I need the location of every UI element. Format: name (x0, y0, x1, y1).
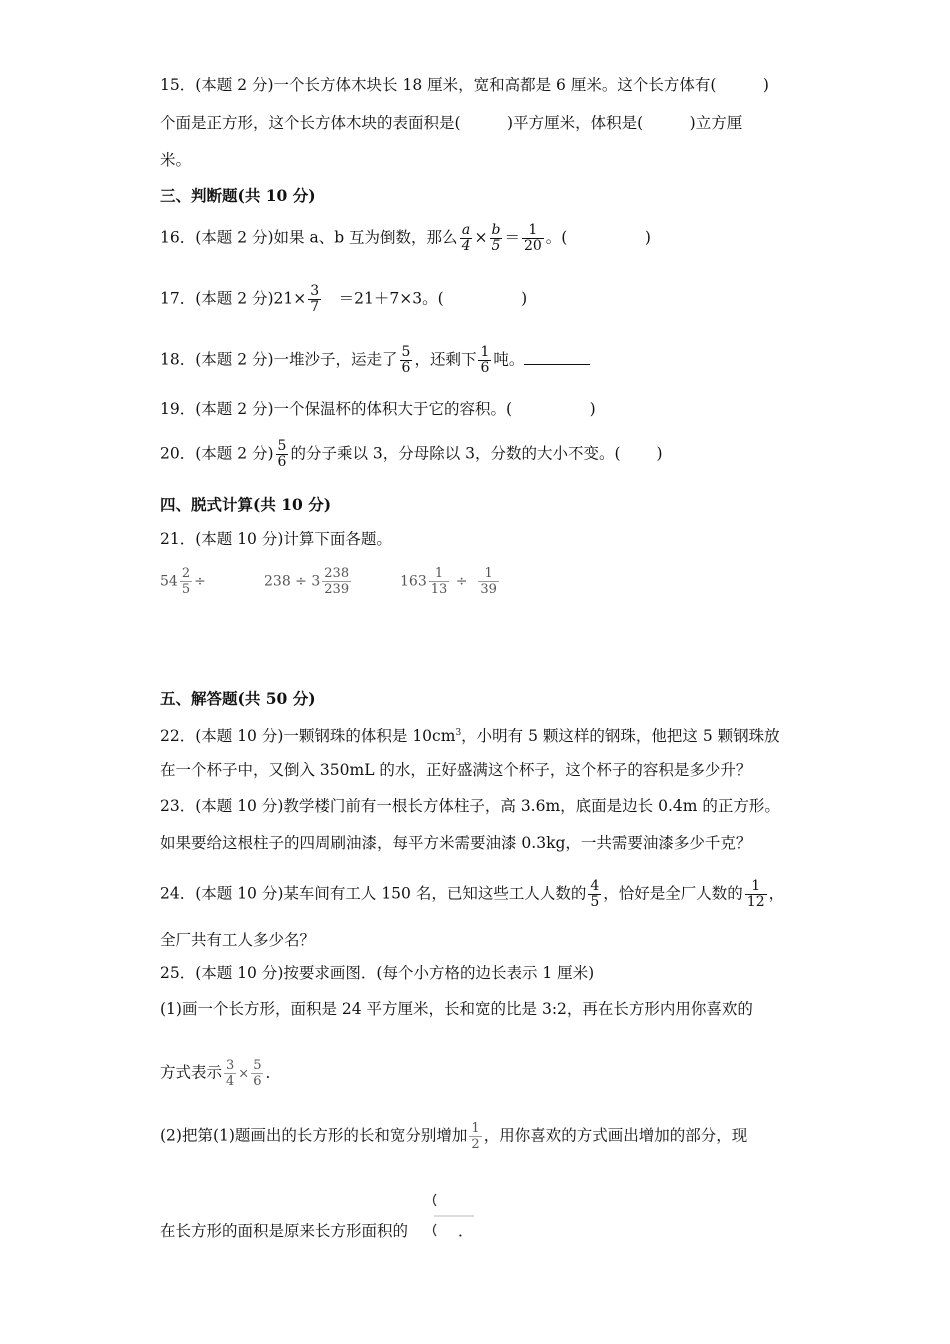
q15-line2: 个面是正方形，这个长方体木块的表面积是( )平方厘米，体积是( )立方厘 (160, 114, 743, 132)
q23-line1: 23．(本题 10 分)教学楼门前有一根长方体柱子，高 3.6m，底面是边长 0.4m 的正方形。 (160, 797, 780, 815)
calc-item-b: 238 ÷ 3 $\frac{238}{239}$ (264, 566, 350, 597)
section-5-heading: 五、解答题(共 50 分) (160, 689, 316, 708)
q23-line2: 如果要给这根柱子的四周刷油漆，每平方米需要油漆 0.3kg，一共需要油漆多少千克？ (160, 834, 752, 852)
q22-line1: 22．(本题 10 分)一颗钢珠的体积是 $10cm^3$，小明有 5 颗这样的钢珠，他把这 5 颗钢珠放 (160, 727, 780, 746)
q25-fraction-1-2: $\frac{1}{2}$ (471, 1121, 480, 1152)
q17-line: 17．(本题 2 分)21× $\frac{3}{7}$ ＝21＋7×3。( ) (160, 283, 528, 315)
q25-fraction-3-4: $\frac{3}{4}$ (226, 1058, 235, 1089)
q24-line1: 24．(本题 10 分)某车间有工人 150 名，已知这些工人人数的 $\frac{4}{5}$ ，恰好是全厂人数的 $\frac{1}{12}$ ， (160, 878, 785, 910)
q25-line1: 25．(本题 10 分)按要求画图．(每个小方格的边长表示 1 厘米) (160, 964, 595, 982)
q19-line: 19．(本题 2 分)一个保温杯的体积大于它的容积。( ) (160, 400, 596, 418)
section-4-heading: 四、脱式计算(共 10 分) (160, 495, 332, 514)
q21-line: 21．(本题 10 分)计算下面各题。 (160, 530, 392, 548)
q18-fraction-5-6: $\frac{5}{6}$ (401, 344, 411, 376)
q20-line: 20．(本题 2 分) $\frac{5}{6}$ 的分子乘以 3，分母除以 3，分数的大小不变。( ) (160, 438, 663, 470)
q25-line3: 方式表示 $\frac{3}{4}$ × $\frac{5}{6}$ ． (160, 1058, 281, 1089)
section-3-heading: 三、判断题(共 10 分) (160, 186, 316, 205)
q16-line: 16．(本题 2 分)如果 a、b 互为倒数，那么 $\frac{a}{4}$ × $\frac{b}{5}$ ＝ $\frac{1}{20}$ 。( ) (160, 222, 651, 254)
calc-item-c: 163 $\frac{1}{13}$ ÷ $\frac{1}{39}$ (400, 566, 497, 597)
calc-item-a: 54 $\frac{2}{5}$ ÷ (160, 566, 206, 597)
q18-answer-blank[interactable] (524, 350, 590, 365)
q25-fraction-5-6: $\frac{5}{6}$ (253, 1058, 262, 1089)
q25-line2: (1)画一个长方形，面积是 24 平方厘米，长和宽的比是 3:2，再在长方形内用你喜欢的 (160, 1000, 753, 1018)
q24-fraction-4-5: $\frac{4}{5}$ (590, 878, 600, 910)
q22-line2: 在一个杯子中，又倒入 350mL 的水，正好盛满这个杯子，这个杯子的容积是多少升？ (160, 761, 752, 779)
q17-fraction: $\frac{3}{7}$ (310, 283, 320, 315)
q25-line5: 在长方形的面积是原来长方形面积的 ． (160, 1222, 474, 1240)
q15-line3: 米。 (160, 151, 192, 169)
q16-fraction-1-20: $\frac{1}{20}$ (523, 222, 542, 254)
q24-line2: 全厂共有工人多少名？ (160, 931, 316, 949)
q24-fraction-1-12: $\frac{1}{12}$ (746, 878, 765, 910)
q16-fraction-b5: $\frac{b}{5}$ (491, 222, 501, 254)
q20-fraction: $\frac{5}{6}$ (277, 438, 287, 470)
q25-line4: (2)把第(1)题画出的长方形的长和宽分别增加 $\frac{1}{2}$ ，用你喜欢的方式画出增加的部分，现 (160, 1121, 748, 1152)
q15-line1: 15．(本题 2 分)一个长方体木块长 18 厘米，宽和高都是 6 厘米。这个长方体有( ) (160, 76, 769, 94)
q16-fraction-a4: $\frac{a}{4}$ (461, 222, 471, 254)
q18-fraction-1-6: $\frac{1}{6}$ (480, 344, 490, 376)
q18-line: 18．(本题 2 分)一堆沙子，运走了 $\frac{5}{6}$ ，还剩下 $\frac{1}{6}$ 吨。 (160, 345, 590, 376)
q25-answer-fraction-blank[interactable] (430, 1192, 476, 1240)
